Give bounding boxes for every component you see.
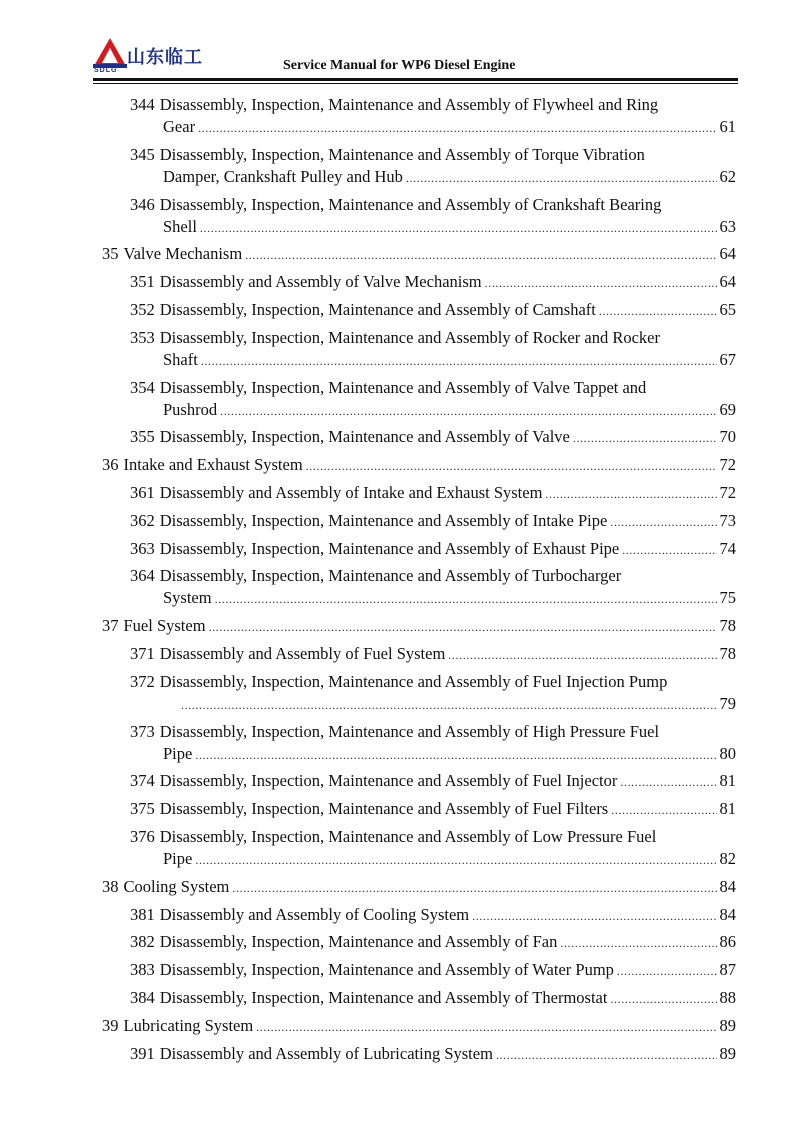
toc-entry-page: 87 — [719, 960, 736, 980]
toc-entry-number: 382 — [130, 932, 155, 952]
toc-entry-line — [130, 770, 736, 793]
toc-entry-title-continued: Pipe — [163, 848, 193, 868]
toc-entry-page: 72 — [719, 482, 736, 502]
toc-leader-dots — [245, 244, 716, 266]
toc-leader-dots — [617, 960, 717, 982]
toc-leader-dots — [573, 427, 717, 449]
toc-entry-title-continued: Gear — [163, 117, 196, 136]
toc-entry-number: 384 — [130, 987, 155, 1007]
toc-entry[interactable] — [130, 538, 736, 561]
toc-entry-title-continued: System — [163, 588, 212, 608]
logo-chinese-text: 山东临工 — [127, 47, 203, 68]
toc-entry-title: Disassembly, Inspection, Maintenance and Assembly of Exhaust Pipe — [159, 538, 620, 558]
toc-entry-line — [102, 615, 736, 638]
toc-entry-page: 65 — [719, 299, 736, 319]
toc-entry-title: Disassembly and Assembly of Intake and Exhaust System — [159, 482, 543, 502]
toc-entry-title-continued: Damper, Crankshaft Pulley and Hub — [163, 166, 403, 186]
toc-entry-title: Disassembly, Inspection, Maintenance and Assembly of Thermostat — [159, 987, 608, 1007]
toc-entry[interactable] — [130, 959, 736, 982]
toc-entry-line — [130, 216, 736, 239]
toc-entry-number: 355 — [130, 427, 155, 447]
toc-leader-dots — [610, 988, 716, 1010]
toc-entry-line — [130, 377, 736, 399]
header-title: Service Manual for WP6 Diesel Engine — [283, 58, 516, 73]
toc-leader-dots — [181, 694, 717, 716]
toc-entry[interactable] — [130, 510, 736, 533]
toc-leader-dots — [232, 877, 716, 899]
toc-entry-page: 80 — [719, 743, 736, 763]
toc-entry[interactable] — [130, 271, 736, 294]
toc-entry-page: 81 — [719, 799, 736, 819]
toc-entry-number: 373 — [130, 721, 155, 741]
toc-entry-line — [130, 299, 736, 322]
toc-entry[interactable] — [102, 243, 736, 266]
toc-entry-line — [130, 904, 736, 927]
toc-entry-number: 39 — [102, 1015, 119, 1035]
toc-entry-number: 362 — [130, 510, 155, 530]
toc-entry[interactable] — [130, 426, 736, 449]
page-header — [93, 34, 738, 80]
toc-entry[interactable] — [130, 721, 736, 766]
toc-entry-line — [130, 271, 736, 294]
toc-leader-dots — [448, 644, 716, 666]
toc-entry-line — [102, 454, 736, 477]
toc-entry-number: 363 — [130, 538, 155, 558]
toc-entry-number: 375 — [130, 799, 155, 819]
header-rule-thin — [93, 83, 738, 84]
toc-entry-page: 74 — [719, 538, 736, 558]
toc-entry-title: Fuel System — [123, 616, 206, 636]
toc-leader-dots — [472, 905, 716, 927]
toc-entry[interactable] — [130, 987, 736, 1010]
toc-entry-line — [130, 721, 736, 743]
toc-entry-title: Disassembly, Inspection, Maintenance and Assembly of Camshaft — [159, 299, 596, 319]
toc-entry-page: 69 — [719, 399, 736, 419]
toc-entry[interactable] — [102, 615, 736, 638]
toc-entry-title: Disassembly, Inspection, Maintenance and Assembly of Fuel Filters — [159, 799, 609, 819]
toc-entry-line — [130, 826, 736, 848]
toc-entry-page: 70 — [719, 427, 736, 447]
toc-entry-line — [102, 876, 736, 899]
toc-entry[interactable] — [130, 327, 736, 372]
toc-entry-line — [130, 399, 736, 422]
toc-entry-page: 62 — [719, 166, 736, 186]
toc-entry-line — [130, 743, 736, 766]
sdlg-triangle-icon — [93, 36, 127, 68]
toc-entry-title-continued: Shell — [163, 216, 197, 236]
toc-entry-number: 354 — [130, 377, 155, 397]
toc-leader-dots — [496, 1044, 717, 1066]
toc-entry-line — [130, 538, 736, 561]
logo-english-text: SDLG — [94, 67, 118, 74]
toc-entry-title: Disassembly, Inspection, Maintenance and Assembly of High Pressure Fuel — [159, 721, 660, 741]
toc-entry[interactable] — [130, 1043, 736, 1066]
toc-entry-page: 89 — [719, 1043, 736, 1063]
toc-entry-number: 345 — [130, 144, 155, 164]
toc-leader-dots — [256, 1016, 716, 1038]
toc-entry-line — [130, 565, 736, 587]
toc-entry-title: Disassembly, Inspection, Maintenance and Assembly of Torque Vibration — [159, 144, 645, 164]
toc-leader-dots — [306, 455, 717, 477]
toc-entry-line — [130, 94, 736, 116]
toc-entry[interactable] — [102, 454, 736, 477]
toc-entry-number: 344 — [130, 95, 155, 114]
toc-leader-dots — [200, 217, 717, 239]
toc-entry[interactable] — [130, 643, 736, 666]
toc-entry-title: Disassembly, Inspection, Maintenance and Assembly of Fuel Injection Pump — [159, 671, 668, 691]
toc-entry[interactable] — [130, 94, 736, 139]
toc-entry-line — [130, 1043, 736, 1066]
toc-entry[interactable] — [130, 798, 736, 821]
toc-entry-number: 361 — [130, 482, 155, 502]
toc-leader-dots — [209, 616, 717, 638]
toc-entry-title: Disassembly, Inspection, Maintenance and Assembly of Rocker and Rocker — [159, 327, 660, 347]
toc-entry-title: Disassembly, Inspection, Maintenance and Assembly of Flywheel and Ring — [159, 95, 659, 114]
toc-entry-line — [130, 931, 736, 954]
toc-entry-title: Disassembly, Inspection, Maintenance and Assembly of Water Pump — [159, 960, 614, 980]
toc-entry-line — [130, 987, 736, 1010]
toc-entry-line — [130, 510, 736, 533]
toc-entry[interactable] — [130, 904, 736, 927]
toc-entry[interactable] — [130, 931, 736, 954]
toc-entry-title: Disassembly, Inspection, Maintenance and Assembly of Fan — [159, 932, 558, 952]
toc-entry[interactable] — [130, 565, 736, 610]
toc-entry[interactable] — [130, 770, 736, 793]
toc-entry-page: 63 — [719, 216, 736, 236]
toc-entry-page: 79 — [719, 693, 736, 713]
toc-entry-line — [130, 482, 736, 505]
toc-entry-line — [102, 1015, 736, 1038]
toc-entry-number: 351 — [130, 272, 155, 292]
toc-entry-number: 374 — [130, 771, 155, 791]
toc-entry-number: 353 — [130, 327, 155, 347]
toc-entry-page: 61 — [719, 117, 736, 136]
toc-entry[interactable] — [130, 194, 736, 239]
toc-entry-line — [130, 959, 736, 982]
toc-entry-number: 383 — [130, 960, 155, 980]
toc-entry-number: 381 — [130, 904, 155, 924]
toc-leader-dots — [198, 117, 716, 139]
toc-entry-page: 81 — [719, 771, 736, 791]
toc-leader-dots — [406, 167, 717, 189]
toc-entry-title: Lubricating System — [123, 1015, 254, 1035]
toc-leader-dots — [610, 511, 716, 533]
toc-entry-number: 376 — [130, 826, 155, 846]
toc-entry-title-continued: Pushrod — [163, 399, 218, 419]
header-rule-thick — [93, 78, 738, 81]
toc-leader-dots — [622, 539, 716, 561]
toc-leader-dots — [195, 744, 716, 766]
toc-entry[interactable] — [130, 826, 736, 871]
toc-entry-page: 78 — [719, 643, 736, 663]
toc-leader-dots — [620, 771, 716, 793]
toc-entry-line — [130, 166, 736, 189]
toc-entry-line — [130, 643, 736, 666]
toc-entry-line — [130, 693, 736, 716]
toc-entry-page: 84 — [719, 876, 736, 896]
toc-entry-page: 72 — [719, 455, 736, 475]
toc-leader-dots — [220, 400, 716, 422]
toc-entry-title: Cooling System — [123, 876, 230, 896]
toc-entry-title: Disassembly and Assembly of Valve Mechanism — [159, 272, 482, 292]
toc-entry-number: 372 — [130, 671, 155, 691]
toc-entry[interactable] — [102, 1015, 736, 1038]
toc-entry-title: Disassembly, Inspection, Maintenance and Assembly of Fuel Injector — [159, 771, 618, 791]
toc-entry-line — [130, 327, 736, 349]
toc-entry-number: 35 — [102, 244, 119, 264]
toc-entry-number: 371 — [130, 643, 155, 663]
toc-entry[interactable] — [130, 377, 736, 422]
toc-entry[interactable] — [130, 671, 736, 716]
toc-entry-page: 67 — [719, 349, 736, 369]
toc-entry-line — [130, 848, 736, 871]
toc-entry-page: 89 — [719, 1015, 736, 1035]
toc-entry-title: Disassembly, Inspection, Maintenance and Assembly of Valve — [159, 427, 570, 447]
table-of-contents — [0, 94, 793, 1070]
toc-leader-dots — [560, 932, 716, 954]
toc-entry-number: 391 — [130, 1043, 155, 1063]
toc-entry-page: 86 — [719, 932, 736, 952]
toc-entry-page: 88 — [719, 987, 736, 1007]
toc-entry-page: 64 — [719, 244, 736, 264]
toc-entry-number: 364 — [130, 566, 155, 586]
toc-entry[interactable] — [130, 144, 736, 189]
toc-entry-line — [130, 144, 736, 166]
toc-leader-dots — [485, 272, 717, 294]
toc-entry-number: 352 — [130, 299, 155, 319]
toc-entry-line — [130, 426, 736, 449]
toc-leader-dots — [611, 799, 716, 821]
toc-entry-line — [130, 194, 736, 216]
toc-entry-number: 38 — [102, 876, 119, 896]
toc-entry-line — [130, 798, 736, 821]
toc-entry-title: Valve Mechanism — [123, 244, 243, 264]
toc-entry-title: Intake and Exhaust System — [123, 455, 303, 475]
toc-entry-title-continued: Shaft — [163, 349, 198, 369]
sdlg-logo — [93, 36, 233, 76]
toc-entry-title: Disassembly and Assembly of Lubricating System — [159, 1043, 493, 1063]
toc-entry-page: 84 — [719, 904, 736, 924]
toc-leader-dots — [545, 483, 716, 505]
toc-leader-dots — [215, 588, 717, 610]
toc-entry-number: 346 — [130, 194, 155, 214]
toc-entry-line — [130, 116, 736, 139]
toc-leader-dots — [599, 300, 717, 322]
toc-entry-title: Disassembly, Inspection, Maintenance and Assembly of Intake Pipe — [159, 510, 608, 530]
toc-entry-title: Disassembly, Inspection, Maintenance and Assembly of Low Pressure Fuel — [159, 826, 657, 846]
toc-entry-line — [102, 243, 736, 266]
toc-entry-line — [130, 349, 736, 372]
toc-entry-page: 64 — [719, 272, 736, 292]
toc-leader-dots — [195, 849, 716, 871]
toc-entry-title: Disassembly and Assembly of Cooling System — [159, 904, 470, 924]
toc-entry-page: 78 — [719, 616, 736, 636]
toc-entry-number: 37 — [102, 616, 119, 636]
toc-entry-number: 36 — [102, 455, 119, 475]
toc-entry-page: 75 — [719, 588, 736, 608]
toc-entry-page: 82 — [719, 848, 736, 868]
toc-entry-title: Disassembly and Assembly of Fuel System — [159, 643, 446, 663]
toc-entry-title: Disassembly, Inspection, Maintenance and Assembly of Turbocharger — [159, 566, 622, 586]
toc-entry[interactable] — [130, 482, 736, 505]
toc-leader-dots — [201, 350, 717, 372]
toc-entry-page: 73 — [719, 510, 736, 530]
toc-entry-line — [130, 587, 736, 610]
toc-entry[interactable] — [102, 876, 736, 899]
toc-entry-line — [130, 671, 736, 693]
toc-entry[interactable] — [130, 299, 736, 322]
toc-entry-title-continued: Pipe — [163, 743, 193, 763]
toc-entry-title: Disassembly, Inspection, Maintenance and Assembly of Crankshaft Bearing — [159, 194, 662, 214]
toc-entry-title: Disassembly, Inspection, Maintenance and Assembly of Valve Tappet and — [159, 377, 647, 397]
